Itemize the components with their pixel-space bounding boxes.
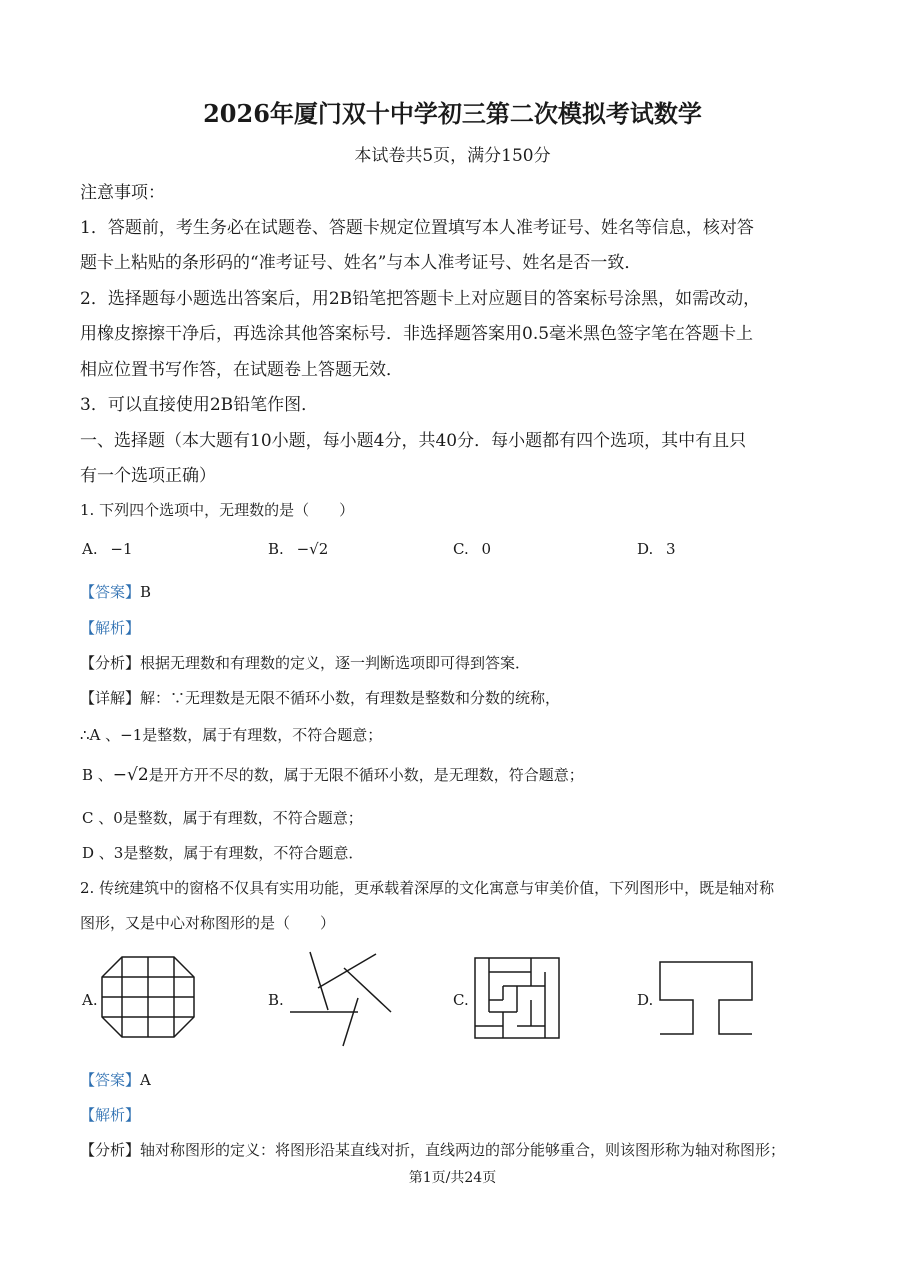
q1-analysis-tag: 【解析】: [80, 619, 141, 637]
q1-answer-tag: 【答案】: [80, 583, 141, 601]
q1-option-b-value: −√2: [296, 540, 329, 558]
page-footer: 第1页/共24页: [408, 1170, 497, 1186]
q1-fenxi: [80, 652, 530, 673]
q1-answer-value: B: [140, 583, 152, 601]
notice-heading: 注意事项：: [80, 183, 165, 203]
notice-item1-line2: 题卡上粘贴的条形码的“准考证号、姓名”与本人准考证号、姓名是否一致．: [80, 253, 642, 273]
q1-option-a-value: −1: [110, 540, 133, 558]
notice-item3: 3．可以直接使用2B铅笔作图．: [80, 395, 319, 415]
q1-line-a: ∴A 、−1是整数，属于有理数，不符合题意；: [80, 726, 383, 744]
q1-stem: 1. 下列四个选项中，无理数的是（ ）: [80, 501, 355, 519]
q2-option-c-label: C.: [453, 991, 469, 1009]
q1-option-a: [82, 540, 133, 558]
section1-line1: 一、选择题（本大题有10小题，每小题4分，共40分．每小题都有四个选项，其中有且只: [80, 431, 747, 451]
notice-item2-line3: 相应位置书写作答，在试题卷上答题无效．: [80, 360, 403, 380]
q1-fenxi-text: 根据无理数和有理数的定义，逐一判断选项即可得到答案．: [140, 654, 531, 672]
q1-option-d: [637, 540, 676, 558]
page-subtitle: 本试卷共5页，满分150分: [354, 146, 551, 166]
q1-option-b-label: B.: [268, 540, 284, 558]
q2-option-b-label: B.: [268, 991, 284, 1009]
page-title: 2026年厦门双十中学初三第二次模拟考试数学: [203, 99, 702, 128]
q1-option-c: [453, 540, 491, 558]
q1-fenxi-tag: 【分析】: [80, 654, 141, 672]
q1-option-d-value: 3: [666, 540, 676, 558]
q1-line-b-prefix: B 、: [82, 766, 113, 784]
q2-stem-line2: 图形，又是中心对称图形的是（ ）: [80, 914, 336, 932]
q2-analysis-tag: 【解析】: [80, 1106, 141, 1124]
q2-answer: [80, 1069, 151, 1090]
q1-line-b-math: −√2: [112, 765, 149, 785]
notice-item2-line1: 2．选择题每小题选出答案后，用2B铅笔把答题卡上对应题目的答案标号涂黑，如需改动，: [80, 289, 761, 309]
q2-figure-a: [100, 955, 196, 1039]
notice-item1-line1: 1．答题前，考生务必在试题卷、答题卡规定位置填写本人准考证号、姓名等信息，核对答: [80, 218, 754, 238]
q1-option-a-label: A.: [82, 540, 98, 558]
q1-line-b-suffix: 是开方开不尽的数，属于无限不循环小数，是无理数，符合题意；: [148, 766, 584, 784]
q1-xiangjie-tag: 【详解】: [80, 689, 141, 707]
q2-fenxi: [80, 1139, 785, 1160]
q1-line-d: D 、3是整数，属于有理数，不符合题意．: [82, 844, 364, 862]
q1-line-b: [82, 764, 584, 785]
q1-xiangjie-text: 解：∵无理数是无限不循环小数，有理数是整数和分数的统称，: [140, 689, 561, 707]
q1-answer: [80, 581, 151, 602]
q2-fenxi-text: 轴对称图形的定义：将图形沿某直线对折，直线两边的部分能够重合，则该图形称为轴对称图形；: [140, 1141, 786, 1159]
q1-option-c-label: C.: [453, 540, 469, 558]
q2-option-d-label: D.: [637, 991, 654, 1009]
q2-answer-tag: 【答案】: [80, 1071, 141, 1089]
q2-answer-value: A: [140, 1071, 151, 1089]
section1-line2: 有一个选项正确）: [80, 466, 216, 486]
q1-option-b: [268, 540, 328, 558]
q1-xiangjie: [80, 687, 560, 708]
q2-stem-line1: 2. 传统建筑中的窗格不仅具有实用功能，更承载着深厚的文化寓意与审美价值，下列图形中，既是轴对称: [80, 879, 775, 897]
q1-option-c-value: 0: [481, 540, 492, 558]
notice-item2-line2: 用橡皮擦擦干净后，再选涂其他答案标号．非选择题答案用0.5毫米黑色签字笔在答题卡上: [80, 324, 754, 344]
q2-figure-c: [472, 955, 562, 1041]
q1-line-c: C 、0是整数，属于有理数，不符合题意；: [82, 809, 363, 827]
q2-option-a-label: A.: [82, 991, 98, 1009]
q2-figure-d: [658, 960, 758, 1038]
q2-fenxi-tag: 【分析】: [80, 1141, 141, 1159]
q2-figure-b: [288, 948, 393, 1048]
q1-option-d-label: D.: [637, 540, 654, 558]
